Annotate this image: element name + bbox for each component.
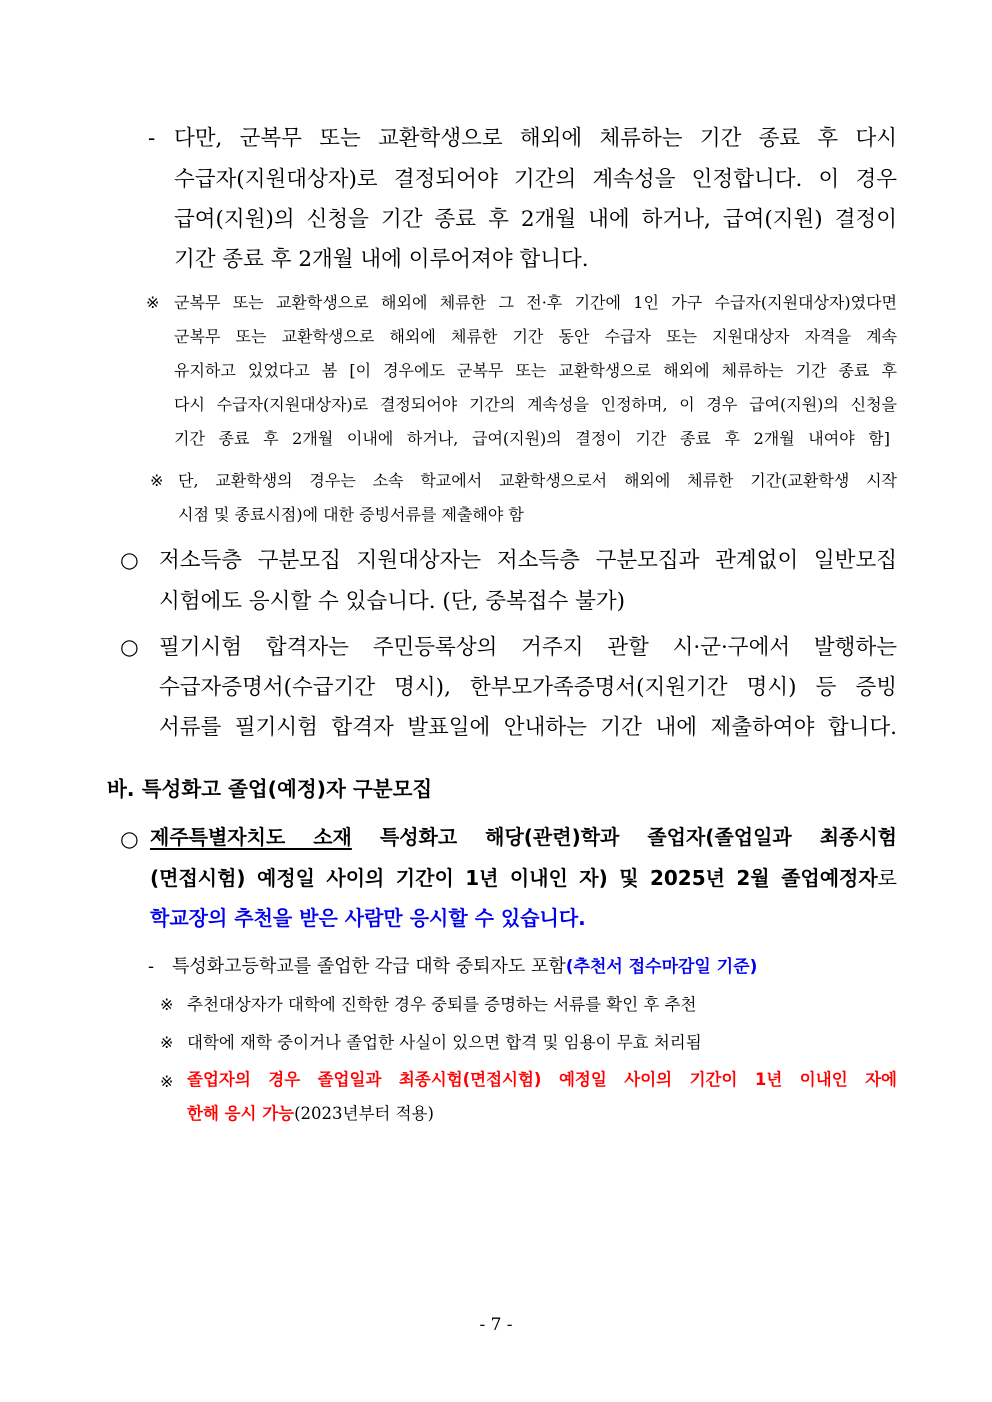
dash-marker: -	[148, 126, 156, 151]
underlined-region: 제주특별자치도 소재	[150, 825, 352, 849]
section-a-line-3: 급여(지원)의 신청을 기간 종료 후 2개월 내에 하거나, 급여(지원) 결정이	[174, 207, 897, 232]
line-2-bold: (면접시험) 예정일 사이의 기간이 1년 이내인 자) 및 2025년 2월 졸업예정자	[150, 866, 878, 890]
bullet-docs-line-2: 수급자증명서(수급기간 명시), 한부모가족증명서(지원기간 명시) 등 증빙	[159, 675, 897, 700]
note-e-red-line-1: 졸업자의 경우 졸업일과 최종시험(면접시험) 예정일 사이의 기간이 1년 이내인 자에	[187, 1070, 897, 1089]
circle-bullet-icon: ○	[120, 827, 139, 852]
note-a-line-1: 군복무 또는 교환학생으로 해외에 체류한 그 전·후 기간에 1인 가구 수급자(지원대상자)였다면	[174, 293, 897, 312]
sub-dash-blue: (추천서 접수마감일 기준)	[565, 957, 758, 977]
bullet-low-income-line-1: 저소득층 구분모집 지원대상자는 저소득층 구분모집과 관계없이 일반모집	[159, 548, 897, 573]
bullet-docs-line-1: 필기시험 합격자는 주민등록상의 거주지 관할 시·군·구에서 발행하는	[159, 635, 897, 660]
circle-bullet-icon: ○	[120, 635, 139, 660]
line-1-rest: 특성화고 해당(관련)학과 졸업자(졸업일과 최종시험	[351, 825, 897, 849]
note-a-line-3: 유지하고 있었다고 봄 [이 경우에도 군복무 또는 교환학생으로 해외에 체류하는 기간 종료 후	[174, 361, 897, 380]
bullet-special-line-3: 학교장의 추천을 받은 사람만 응시할 수 있습니다.	[150, 906, 586, 930]
line-2-tail: 로	[877, 866, 897, 890]
bullet-low-income-line-2: 시험에도 응시할 수 있습니다. (단, 중복접수 불가)	[159, 589, 626, 614]
reference-mark: ※	[160, 1033, 174, 1052]
reference-mark: ※	[150, 471, 164, 490]
note-b-line-1: 단, 교환학생의 경우는 소속 학교에서 교환학생으로서 해외에 체류한 기간(교환학생 시작	[178, 471, 897, 490]
dash-marker: -	[148, 956, 155, 977]
sub-dash-text: 특성화고등학교를 졸업한 각급 대학 중퇴자도 포함	[172, 956, 566, 977]
note-d-text: 대학에 재학 중이거나 졸업한 사실이 있으면 합격 및 임용이 무효 처리됨	[187, 1033, 702, 1052]
reference-mark: ※	[160, 1072, 174, 1091]
note-e-tail: (2023년부터 적용)	[294, 1104, 434, 1123]
sub-dash-line	[172, 958, 757, 976]
bullet-special-line-1	[150, 827, 897, 847]
note-a-line-5: 기간 종료 후 2개월 이내에 하거나, 급여(지원)의 결정이 기간 종료 후 2개월 내여야 함]	[174, 429, 890, 448]
note-a-line-4: 다시 수급자(지원대상자)로 결정되어야 기간의 계속성을 인정하며, 이 경우 급여(지원)의 신청을	[174, 395, 897, 414]
bullet-docs-line-3: 서류를 필기시험 합격자 발표일에 안내하는 기간 내에 제출하여야 합니다.	[159, 715, 897, 740]
circle-bullet-icon: ○	[120, 548, 139, 573]
bullet-special-line-2	[150, 868, 897, 888]
note-e-line-2	[187, 1106, 434, 1123]
section-a-line-4: 기간 종료 후 2개월 내에 이루어져야 합니다.	[174, 247, 589, 272]
page-number: - 7 -	[479, 1315, 513, 1335]
section-heading: 바. 특성화고 졸업(예정)자 구분모집	[107, 777, 433, 801]
note-a-line-2: 군복무 또는 교환학생으로 해외에 체류한 기간 동안 수급자 또는 지원대상자 자격을 계속	[174, 327, 897, 346]
section-a-line-2: 수급자(지원대상자)로 결정되어야 기간의 계속성을 인정합니다. 이 경우	[174, 167, 897, 192]
section-a-line-1: 다만, 군복무 또는 교환학생으로 해외에 체류하는 기간 종료 후 다시	[174, 126, 897, 151]
reference-mark: ※	[146, 293, 160, 312]
reference-mark: ※	[160, 995, 174, 1014]
note-c-text: 추천대상자가 대학에 진학한 경우 중퇴를 증명하는 서류를 확인 후 추천	[187, 995, 697, 1014]
note-e-red-line-2: 한해 응시 가능	[187, 1104, 295, 1123]
note-b-line-2: 시점 및 종료시점)에 대한 증빙서류를 제출해야 함	[178, 505, 524, 524]
